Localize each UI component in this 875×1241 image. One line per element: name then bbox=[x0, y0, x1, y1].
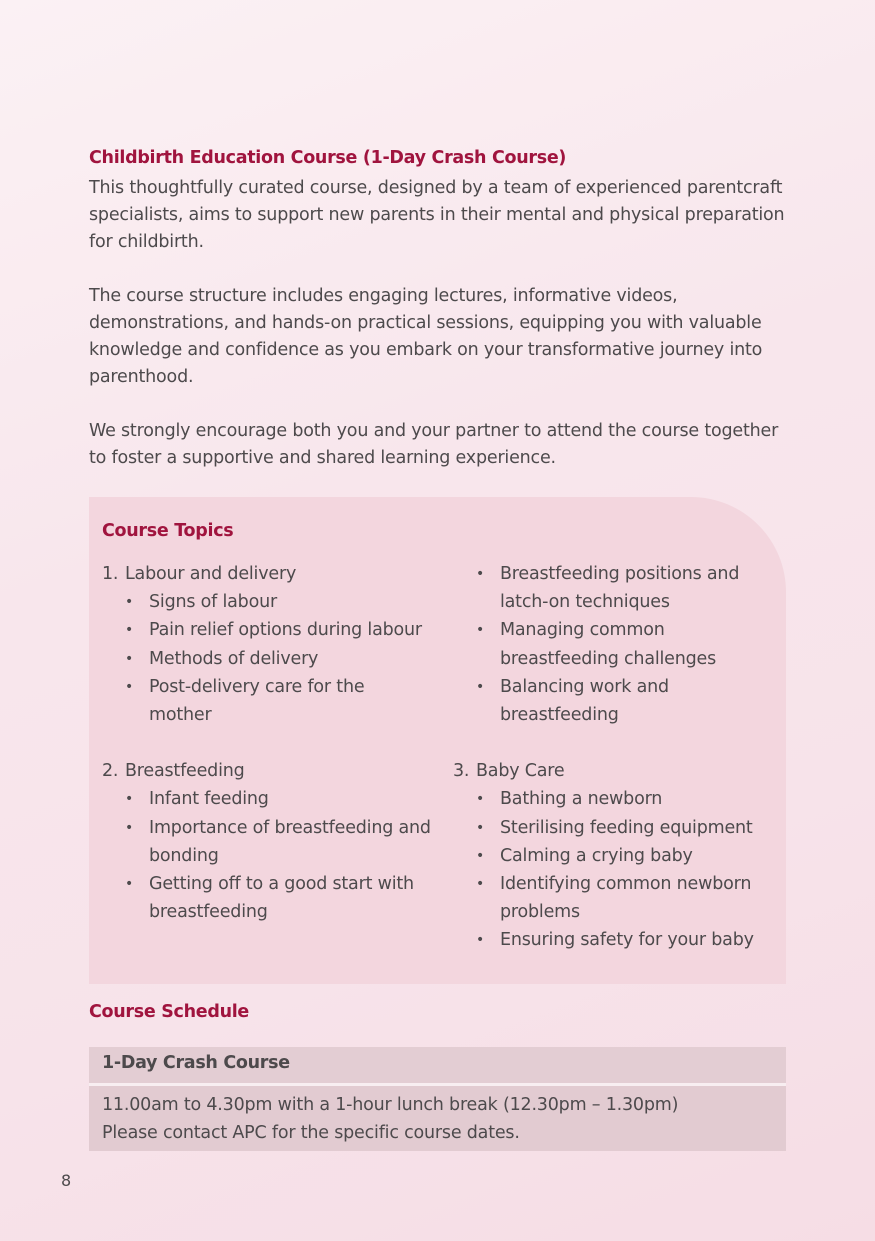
schedule-table-header: 1-Day Crash Course bbox=[89, 1047, 786, 1083]
course-topics-panel bbox=[89, 497, 786, 984]
list-item: • Infant feeding bbox=[102, 785, 432, 813]
list-item: • Post-delivery care for the mother bbox=[102, 673, 432, 729]
section-title: Baby Care bbox=[476, 761, 565, 782]
topic-section-labour bbox=[102, 560, 432, 729]
topic-section-breastfeeding bbox=[102, 757, 432, 926]
section-number: 2. bbox=[102, 761, 119, 782]
structure-paragraph: The course structure includes engaging lectures, informative videos, demonstrations, and hands-on practical sessions, equipping you with valuable knowledge and confidence as you embark on your transformative journey into parenthood. bbox=[89, 286, 763, 387]
bullet-icon: • bbox=[476, 678, 485, 695]
bullet-icon: • bbox=[476, 819, 485, 836]
topic-section-breastfeeding-continued bbox=[453, 560, 783, 729]
bullet-icon: • bbox=[476, 791, 485, 808]
topic-section-baby-care bbox=[453, 757, 783, 954]
list-item: • Sterilising feeding equipment bbox=[453, 814, 783, 842]
topics-left-column bbox=[102, 560, 432, 954]
section-number: 3. bbox=[453, 761, 470, 782]
schedule-table-body bbox=[89, 1086, 786, 1151]
list-item: • Identifying common newborn problems bbox=[453, 870, 783, 926]
bullet-icon: • bbox=[125, 650, 134, 667]
bullet-icon: • bbox=[125, 594, 134, 611]
schedule-table bbox=[89, 1047, 786, 1151]
bullet-list bbox=[453, 560, 783, 729]
list-item: • Breastfeeding positions and latch-on techniques bbox=[453, 560, 783, 616]
bullet-icon: • bbox=[125, 678, 134, 695]
bullet-icon: • bbox=[125, 819, 134, 836]
bullet-list bbox=[102, 785, 432, 926]
encouragement-paragraph: We strongly encourage both you and your partner to attend the course together to foster a supportive and shared learning experience. bbox=[89, 421, 779, 468]
list-item: • Pain relief options during labour bbox=[102, 616, 432, 644]
bullet-icon: • bbox=[125, 791, 134, 808]
section-title: Labour and delivery bbox=[125, 564, 297, 584]
list-item: • Getting off to a good start with breastfeeding bbox=[102, 870, 432, 926]
list-item: • Importance of breastfeeding and bonding bbox=[102, 814, 432, 870]
intro-paragraph: This thoughtfully curated course, designed by a team of experienced parentcraft specialists, aims to support new parents in their mental and physical preparation for childbirth. bbox=[89, 178, 785, 252]
section-number: 1. bbox=[102, 564, 119, 584]
course-topics-heading: Course Topics bbox=[102, 521, 234, 541]
topics-right-column bbox=[453, 560, 783, 983]
schedule-time: 11.00am to 4.30pm with a 1-hour lunch break (12.30pm – 1.30pm) bbox=[102, 1095, 679, 1115]
bullet-icon: • bbox=[125, 876, 134, 893]
list-item: • Signs of labour bbox=[102, 588, 432, 616]
list-item: • Calming a crying baby bbox=[453, 842, 783, 870]
list-item: • Balancing work and breastfeeding bbox=[453, 673, 783, 729]
bullet-list bbox=[453, 785, 783, 954]
bullet-icon: • bbox=[125, 622, 134, 639]
bullet-icon: • bbox=[476, 932, 485, 949]
bullet-icon: • bbox=[476, 876, 485, 893]
bullet-icon: • bbox=[476, 566, 485, 582]
list-item: • Methods of delivery bbox=[102, 645, 432, 673]
course-title: Childbirth Education Course (1-Day Crash Course) bbox=[89, 148, 567, 168]
page-number: 8 bbox=[61, 1171, 72, 1190]
list-item: • Ensuring safety for your baby bbox=[453, 926, 783, 954]
list-item: • Bathing a newborn bbox=[453, 785, 783, 813]
bullet-icon: • bbox=[476, 622, 485, 639]
bullet-list bbox=[102, 588, 432, 729]
schedule-note: Please contact APC for the specific course dates. bbox=[102, 1123, 520, 1143]
list-item: • Managing common breastfeeding challenges bbox=[453, 616, 783, 672]
course-schedule-heading: Course Schedule bbox=[89, 1002, 249, 1022]
bullet-icon: • bbox=[476, 847, 485, 864]
section-title: Breastfeeding bbox=[125, 761, 245, 782]
